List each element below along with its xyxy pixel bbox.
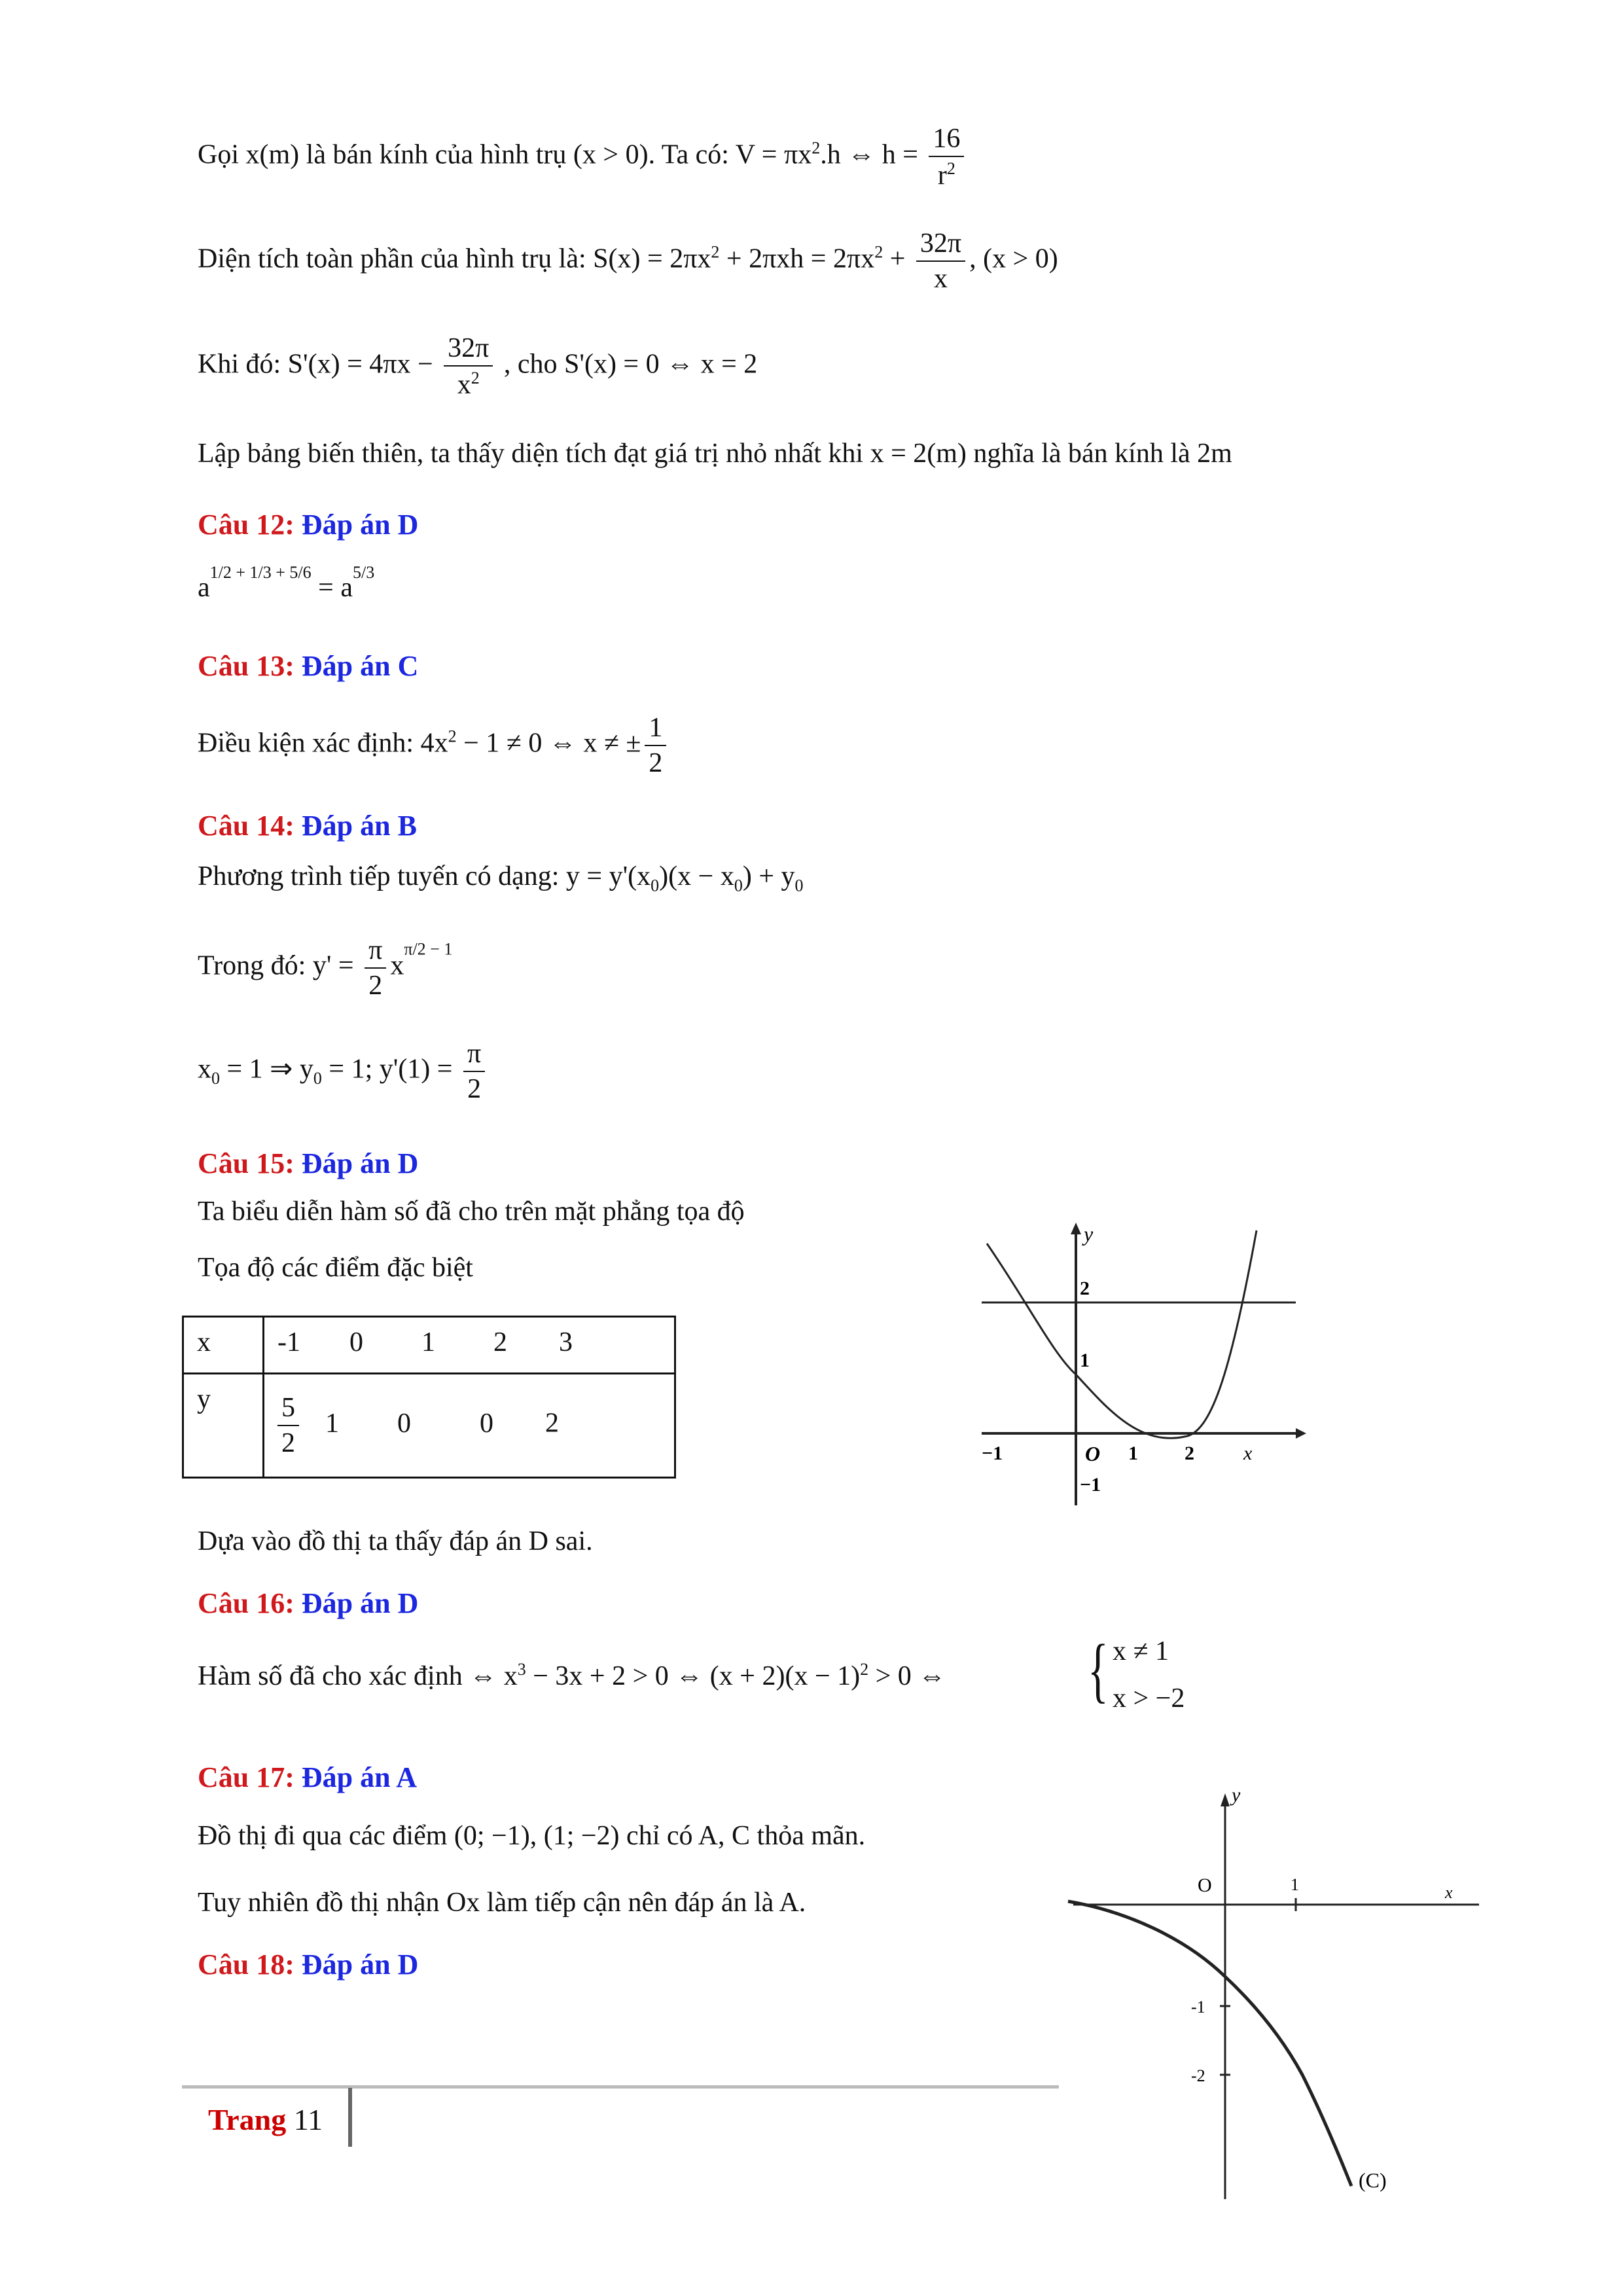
y-axis-arrow xyxy=(1071,1223,1081,1234)
y-axis-label: y xyxy=(1084,1222,1094,1246)
tick-x-minus-1: −1 xyxy=(982,1443,1003,1464)
table-header-y: y xyxy=(183,1374,264,1478)
question-13-heading: Câu 13: Đáp án C xyxy=(198,650,419,682)
tick-y-minus-1: -1 xyxy=(1191,1998,1205,2017)
tick-x-2: 2 xyxy=(1185,1443,1194,1464)
q13-domain-condition: Điều kiện xác định: $4x^2 - 1 \ne 0$ ⇔ x ≠ ± $\frac{1}{2}$ xyxy=(198,713,670,778)
question-14-heading: Câu 14: Đáp án B xyxy=(198,810,417,842)
q16-system-brace: { xyxy=(1088,1630,1109,1710)
footer-vertical-bar xyxy=(348,2088,352,2147)
line-conclusion-radius: Lập bảng biến thiên, ta thấy diện tích đạt giá trị nhỏ nhất khi x = 2(m) nghĩa là bán kính là 2m xyxy=(198,439,1232,469)
y-axis-arrow xyxy=(1221,1793,1230,1806)
q16-system-line-2: x > −2 xyxy=(1113,1683,1185,1713)
table-row-x: x -1 0 1 2 3 xyxy=(183,1317,675,1374)
x-axis-label: x xyxy=(1243,1443,1253,1464)
line-surface-area: Diện tích toàn phần của hình trụ là: $S(x) = 2\pi x^2 + 2\pi xh = 2\pi x^2$ + $\frac{32\pi}{x}$ , (x > 0) xyxy=(198,228,1058,295)
question-12-heading: Câu 12: Đáp án D xyxy=(198,509,419,541)
origin-label: O xyxy=(1198,1874,1212,1896)
tick-y-2: 2 xyxy=(1080,1278,1090,1299)
fraction-h: $\frac{16}{r^2}$ xyxy=(929,124,964,190)
q17-asymptote: Tuy nhiên đồ thị nhận Ox làm tiếp cận nên đáp án là A. xyxy=(198,1888,806,1918)
y-axis-label: y xyxy=(1232,1784,1241,1806)
q14-point-values: $x_0 = 1$ ⇒ $y_0 = 1$; y'(1) = $\frac{\pi}{2}$ xyxy=(198,1039,489,1103)
origin-label: O xyxy=(1085,1442,1101,1465)
x-axis-label: x xyxy=(1445,1883,1453,1902)
q14-tangent-equation: Phương trình tiếp tuyến có dạng: $y = y'(x_0)(x - x_0) + y_0$ xyxy=(198,861,804,895)
fraction-32pi-x: $\frac{32\pi}{x}$ xyxy=(916,229,965,293)
question-17-heading: Câu 17: Đáp án A xyxy=(198,1761,417,1793)
q15-parabola-graph xyxy=(969,1217,1309,1518)
q12-formula: $a^{1/2 + 1/3 + 5/6} = a^{5/3}$ xyxy=(198,563,375,603)
q15-intro: Ta biểu diễn hàm số đã cho trên mặt phẳng tọa độ xyxy=(198,1196,745,1227)
line-derivative: Khi đó: S'(x) = 4πx − $\frac{32\pi}{x^2}$ , cho S'(x) = 0 ⇔ x = 2 xyxy=(198,333,758,401)
x-axis-arrow xyxy=(1296,1428,1306,1439)
footer-divider xyxy=(182,2085,1059,2089)
table-row-y: y $\frac{5}{2}$ 1 0 0 2 xyxy=(183,1374,675,1478)
tick-y-1: 1 xyxy=(1080,1350,1090,1371)
parabola-curve xyxy=(987,1230,1257,1438)
q14-derivative: Trong đó: y' = $\frac{\pi}{2}$ $x^{\pi/2 - 1}$ xyxy=(198,935,453,1001)
q15-points-title: Tọa độ các điểm đặc biệt xyxy=(198,1253,473,1283)
q15-conclusion: Dựa vào đồ thị ta thấy đáp án D sai. xyxy=(198,1526,593,1556)
q17-curve-graph xyxy=(1060,1780,1479,2199)
tick-x-1: 1 xyxy=(1128,1443,1138,1464)
q16-system-line-1: x ≠ 1 xyxy=(1113,1636,1169,1666)
question-16-heading: Câu 16: Đáp án D xyxy=(198,1587,419,1619)
tick-y-minus-2: -2 xyxy=(1191,2066,1205,2085)
q17-points: Đồ thị đi qua các điểm (0; −1), (1; −2) chỉ có A, C thỏa mãn. xyxy=(198,1821,866,1851)
question-15-heading: Câu 15: Đáp án D xyxy=(198,1147,419,1179)
line-cylinder-radius: Gọi x(m) là bán kính của hình trụ (x > 0). Ta có: $V = \pi x^2.h$ ⇔ h = $\frac{16}{r^2}$ xyxy=(198,124,968,190)
q16-domain: Hàm số đã cho xác định ⇔ $x^3 - 3x + 2 > 0$ ⇔ $(x + 2)(x - 1)^2 > 0$ ⇔ xyxy=(198,1660,946,1691)
table-header-x: x xyxy=(183,1317,264,1374)
tick-y-minus-1: −1 xyxy=(1080,1474,1101,1496)
q15-values-table xyxy=(182,1316,676,1479)
page-number: Trang 11 xyxy=(208,2103,323,2136)
tick-x-1: 1 xyxy=(1291,1875,1299,1894)
curve-label: (C) xyxy=(1359,2168,1387,2192)
question-18-heading: Câu 18: Đáp án D xyxy=(198,1948,419,1981)
curve-c xyxy=(1068,1901,1351,2186)
fraction-32pi-x2: $\frac{32\pi}{x^2}$ xyxy=(444,334,493,399)
